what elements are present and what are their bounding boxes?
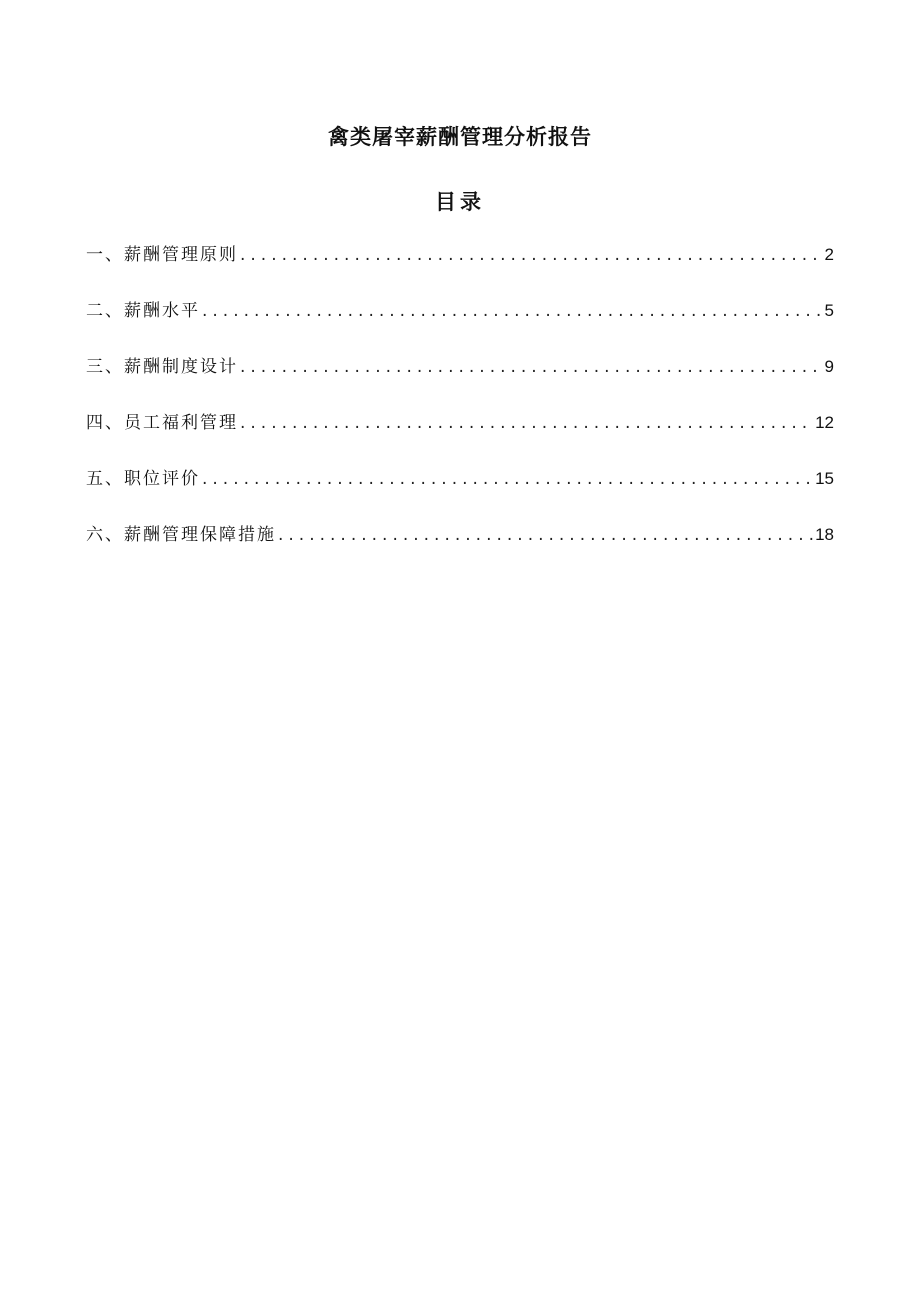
toc-entry-label: 六、薪酬管理保障措施 — [86, 525, 276, 545]
toc-entry-page-number: 15 — [815, 469, 834, 488]
document-title: 禽类屠宰薪酬管理分析报告 — [328, 125, 592, 149]
toc-dot-leader — [240, 357, 823, 377]
toc-dot-leader — [202, 301, 823, 321]
toc-entry-label: 五、职位评价 — [86, 469, 200, 489]
toc-entry-label: 二、薪酬水平 — [86, 301, 200, 321]
toc-entry-label: 一、薪酬管理原则 — [86, 245, 238, 265]
toc-entry[interactable] — [86, 296, 834, 352]
toc-entry-label: 三、薪酬制度设计 — [86, 357, 238, 377]
toc-dot-leader — [202, 469, 813, 489]
toc-entry[interactable] — [86, 352, 834, 408]
toc-entry[interactable] — [86, 464, 834, 520]
toc-entry-page-number: 12 — [815, 413, 834, 432]
table-of-contents — [86, 240, 834, 576]
toc-entry-label: 四、员工福利管理 — [86, 413, 238, 433]
toc-entry[interactable] — [86, 240, 834, 296]
toc-entry-page-number: 9 — [824, 357, 834, 376]
toc-entry[interactable] — [86, 520, 834, 576]
toc-entry-page-number: 18 — [815, 525, 834, 544]
toc-entry-page-number: 2 — [824, 245, 834, 264]
toc-heading: 目录 — [435, 190, 485, 214]
toc-dot-leader — [278, 525, 813, 545]
toc-entry[interactable] — [86, 408, 834, 464]
toc-dot-leader — [240, 413, 813, 433]
toc-dot-leader — [240, 245, 823, 265]
toc-entry-page-number: 5 — [824, 301, 834, 320]
